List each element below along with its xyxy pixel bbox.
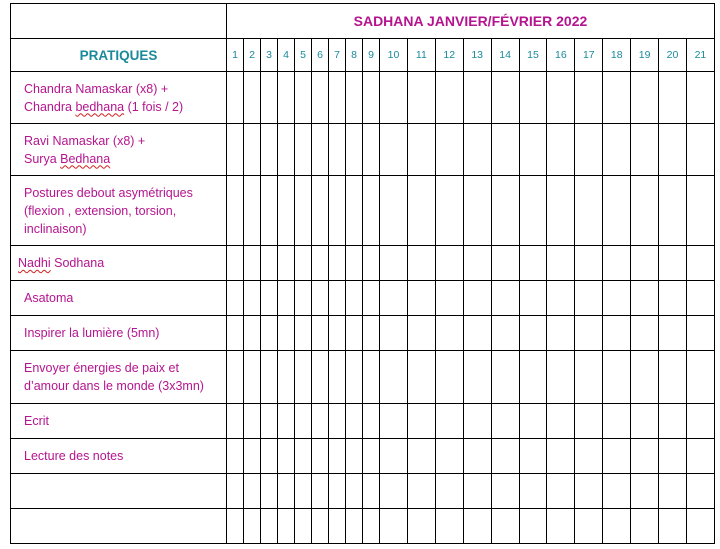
empty-practice-cell (11, 474, 227, 509)
day-header-21: 21 (686, 39, 714, 72)
day-check-cell[interactable] (312, 246, 329, 281)
day-check-cell[interactable] (547, 351, 575, 404)
day-check-cell[interactable] (686, 281, 714, 316)
day-check-cell[interactable] (631, 124, 659, 176)
day-check-cell[interactable] (407, 72, 435, 124)
day-check-cell[interactable] (278, 439, 295, 474)
blank-corner-cell (11, 4, 227, 39)
day-check-cell[interactable] (295, 176, 312, 246)
practice-line-prefix: Chandra (24, 99, 76, 114)
day-check-cell[interactable] (295, 124, 312, 176)
day-check-cell[interactable] (435, 124, 463, 176)
day-check-cell[interactable] (278, 509, 295, 544)
day-check-cell[interactable] (491, 474, 519, 509)
day-check-cell[interactable] (547, 474, 575, 509)
day-check-cell[interactable] (659, 124, 687, 176)
day-check-cell[interactable] (407, 509, 435, 544)
day-check-cell[interactable] (519, 124, 547, 176)
day-check-cell[interactable] (575, 176, 603, 246)
day-check-cell[interactable] (631, 439, 659, 474)
day-check-cell[interactable] (435, 176, 463, 246)
day-check-cell[interactable] (312, 439, 329, 474)
day-check-cell[interactable] (631, 404, 659, 439)
day-check-cell[interactable] (603, 439, 631, 474)
day-check-cell[interactable] (686, 72, 714, 124)
day-check-cell[interactable] (380, 124, 408, 176)
day-check-cell[interactable] (519, 176, 547, 246)
day-header-1: 1 (227, 39, 244, 72)
day-check-cell[interactable] (631, 246, 659, 281)
day-check-cell[interactable] (603, 246, 631, 281)
day-check-cell[interactable] (363, 439, 380, 474)
day-check-cell[interactable] (261, 439, 278, 474)
day-check-cell[interactable] (346, 246, 363, 281)
spellcheck-word: bedhana (75, 99, 125, 114)
day-check-cell[interactable] (547, 124, 575, 176)
day-check-cell[interactable] (278, 124, 295, 176)
day-check-cell[interactable] (686, 439, 714, 474)
day-check-cell[interactable] (547, 72, 575, 124)
day-check-cell[interactable] (295, 404, 312, 439)
day-check-cell[interactable] (329, 474, 346, 509)
day-check-cell[interactable] (659, 176, 687, 246)
day-check-cell[interactable] (346, 509, 363, 544)
table-row (11, 281, 715, 316)
day-check-cell[interactable] (227, 316, 244, 351)
day-check-cell[interactable] (346, 316, 363, 351)
day-check-cell[interactable] (312, 474, 329, 509)
day-check-cell[interactable] (686, 509, 714, 544)
day-check-cell[interactable] (380, 509, 408, 544)
day-check-cell[interactable] (295, 351, 312, 404)
day-header-10: 10 (380, 39, 408, 72)
day-check-cell[interactable] (463, 351, 491, 404)
day-check-cell[interactable] (686, 316, 714, 351)
day-check-cell[interactable] (329, 281, 346, 316)
day-check-cell[interactable] (380, 474, 408, 509)
day-check-cell[interactable] (491, 176, 519, 246)
day-check-cell[interactable] (519, 474, 547, 509)
day-header-8: 8 (346, 39, 363, 72)
practice-line-prefix: Surya (24, 151, 61, 166)
day-check-cell[interactable] (295, 474, 312, 509)
day-check-cell[interactable] (491, 351, 519, 404)
day-check-cell[interactable] (603, 124, 631, 176)
day-check-cell[interactable] (227, 72, 244, 124)
day-check-cell[interactable] (346, 281, 363, 316)
day-header-9: 9 (363, 39, 380, 72)
day-check-cell[interactable] (547, 176, 575, 246)
day-check-cell[interactable] (491, 439, 519, 474)
day-header-20: 20 (659, 39, 687, 72)
practice-line-suffix: Sodhana (50, 256, 105, 270)
day-check-cell[interactable] (575, 439, 603, 474)
day-check-cell[interactable] (575, 246, 603, 281)
day-check-cell[interactable] (686, 176, 714, 246)
day-check-cell[interactable] (346, 351, 363, 404)
practice-asatoma: Asatoma (11, 281, 227, 316)
day-check-cell[interactable] (435, 509, 463, 544)
empty-row (11, 509, 715, 544)
day-check-cell[interactable] (261, 72, 278, 124)
day-check-cell[interactable] (312, 404, 329, 439)
sadhana-table (10, 3, 715, 544)
day-check-cell[interactable] (547, 439, 575, 474)
day-check-cell[interactable] (363, 474, 380, 509)
day-check-cell[interactable] (435, 246, 463, 281)
table-row (11, 439, 715, 474)
day-check-cell[interactable] (631, 474, 659, 509)
day-check-cell[interactable] (631, 316, 659, 351)
day-check-cell[interactable] (380, 176, 408, 246)
table-row (11, 316, 715, 351)
day-check-cell[interactable] (603, 351, 631, 404)
day-check-cell[interactable] (547, 246, 575, 281)
day-check-cell[interactable] (227, 246, 244, 281)
day-check-cell[interactable] (686, 124, 714, 176)
day-check-cell[interactable] (491, 124, 519, 176)
day-header-16: 16 (547, 39, 575, 72)
day-check-cell[interactable] (407, 246, 435, 281)
day-check-cell[interactable] (547, 509, 575, 544)
day-check-cell[interactable] (244, 281, 261, 316)
day-check-cell[interactable] (329, 176, 346, 246)
day-header-3: 3 (261, 39, 278, 72)
day-check-cell[interactable] (244, 316, 261, 351)
day-check-cell[interactable] (519, 246, 547, 281)
day-check-cell[interactable] (491, 316, 519, 351)
day-check-cell[interactable] (329, 351, 346, 404)
day-check-cell[interactable] (244, 439, 261, 474)
practice-ecrit: Ecrit (11, 404, 227, 439)
day-check-cell[interactable] (261, 474, 278, 509)
day-check-cell[interactable] (407, 316, 435, 351)
day-check-cell[interactable] (463, 439, 491, 474)
day-check-cell[interactable] (631, 351, 659, 404)
day-check-cell[interactable] (519, 404, 547, 439)
day-check-cell[interactable] (346, 439, 363, 474)
practice-line: Chandra Namaskar (x8) + (24, 81, 169, 96)
day-check-cell[interactable] (380, 351, 408, 404)
day-check-cell[interactable] (278, 72, 295, 124)
spellcheck-word: Nadhi (18, 256, 51, 270)
day-check-cell[interactable] (659, 404, 687, 439)
day-check-cell[interactable] (603, 509, 631, 544)
day-check-cell[interactable] (575, 281, 603, 316)
day-check-cell[interactable] (380, 246, 408, 281)
day-check-cell[interactable] (261, 509, 278, 544)
day-check-cell[interactable] (312, 72, 329, 124)
day-check-cell[interactable] (631, 72, 659, 124)
day-check-cell[interactable] (380, 281, 408, 316)
day-check-cell[interactable] (261, 281, 278, 316)
day-check-cell[interactable] (435, 281, 463, 316)
table-row (11, 124, 715, 176)
day-check-cell[interactable] (686, 404, 714, 439)
day-check-cell[interactable] (244, 176, 261, 246)
day-check-cell[interactable] (227, 124, 244, 176)
day-check-cell[interactable] (227, 509, 244, 544)
day-check-cell[interactable] (363, 316, 380, 351)
day-check-cell[interactable] (329, 439, 346, 474)
day-check-cell[interactable] (435, 72, 463, 124)
day-check-cell[interactable] (244, 124, 261, 176)
day-check-cell[interactable] (244, 509, 261, 544)
day-check-cell[interactable] (659, 351, 687, 404)
day-check-cell[interactable] (575, 124, 603, 176)
day-check-cell[interactable] (261, 404, 278, 439)
day-check-cell[interactable] (463, 474, 491, 509)
day-check-cell[interactable] (329, 509, 346, 544)
day-check-cell[interactable] (407, 351, 435, 404)
day-check-cell[interactable] (659, 281, 687, 316)
day-check-cell[interactable] (519, 316, 547, 351)
day-check-cell[interactable] (380, 316, 408, 351)
day-header-15: 15 (519, 39, 547, 72)
day-check-cell[interactable] (686, 351, 714, 404)
day-check-cell[interactable] (463, 404, 491, 439)
day-check-cell[interactable] (278, 176, 295, 246)
day-check-cell[interactable] (547, 316, 575, 351)
day-check-cell[interactable] (295, 439, 312, 474)
day-check-cell[interactable] (363, 351, 380, 404)
empty-row (11, 474, 715, 509)
day-check-cell[interactable] (659, 246, 687, 281)
day-check-cell[interactable] (244, 351, 261, 404)
day-check-cell[interactable] (227, 439, 244, 474)
day-check-cell[interactable] (686, 474, 714, 509)
day-check-cell[interactable] (575, 474, 603, 509)
day-header-19: 19 (631, 39, 659, 72)
day-check-cell[interactable] (519, 72, 547, 124)
day-check-cell[interactable] (261, 246, 278, 281)
day-check-cell[interactable] (227, 281, 244, 316)
day-check-cell[interactable] (244, 246, 261, 281)
day-check-cell[interactable] (575, 404, 603, 439)
day-check-cell[interactable] (407, 124, 435, 176)
day-check-cell[interactable] (407, 404, 435, 439)
day-check-cell[interactable] (491, 281, 519, 316)
day-check-cell[interactable] (575, 509, 603, 544)
day-check-cell[interactable] (603, 176, 631, 246)
practice-postures: Postures debout asymétriques (flexion , extension, torsion, inclinaison) (11, 176, 227, 246)
day-check-cell[interactable] (227, 176, 244, 246)
day-check-cell[interactable] (278, 404, 295, 439)
day-check-cell[interactable] (491, 509, 519, 544)
day-check-cell[interactable] (227, 351, 244, 404)
day-check-cell[interactable] (380, 404, 408, 439)
day-check-cell[interactable] (435, 351, 463, 404)
day-check-cell[interactable] (295, 281, 312, 316)
table-row (11, 72, 715, 124)
day-check-cell[interactable] (519, 439, 547, 474)
day-header-14: 14 (491, 39, 519, 72)
day-check-cell[interactable] (278, 316, 295, 351)
day-check-cell[interactable] (295, 509, 312, 544)
day-check-cell[interactable] (659, 474, 687, 509)
day-check-cell[interactable] (463, 509, 491, 544)
day-check-cell[interactable] (603, 404, 631, 439)
practice-line: Ravi Namaskar (x8) + (24, 133, 146, 148)
day-check-cell[interactable] (491, 72, 519, 124)
day-check-cell[interactable] (463, 72, 491, 124)
day-check-cell[interactable] (575, 351, 603, 404)
day-check-cell[interactable] (603, 281, 631, 316)
day-check-cell[interactable] (659, 72, 687, 124)
day-check-cell[interactable] (519, 509, 547, 544)
table-row (11, 176, 715, 246)
day-check-cell[interactable] (329, 72, 346, 124)
day-check-cell[interactable] (346, 124, 363, 176)
day-check-cell[interactable] (380, 439, 408, 474)
day-check-cell[interactable] (603, 316, 631, 351)
day-check-cell[interactable] (227, 474, 244, 509)
day-check-cell[interactable] (547, 404, 575, 439)
day-check-cell[interactable] (407, 439, 435, 474)
day-check-cell[interactable] (312, 351, 329, 404)
day-check-cell[interactable] (261, 316, 278, 351)
day-check-cell[interactable] (312, 316, 329, 351)
day-header-2: 2 (244, 39, 261, 72)
day-check-cell[interactable] (686, 246, 714, 281)
day-check-cell[interactable] (278, 474, 295, 509)
day-check-cell[interactable] (329, 246, 346, 281)
day-check-cell[interactable] (278, 351, 295, 404)
title-row (11, 4, 715, 39)
day-check-cell[interactable] (363, 509, 380, 544)
day-check-cell[interactable] (312, 124, 329, 176)
day-check-cell[interactable] (463, 281, 491, 316)
day-check-cell[interactable] (363, 281, 380, 316)
day-check-cell[interactable] (295, 246, 312, 281)
day-check-cell[interactable] (244, 474, 261, 509)
day-check-cell[interactable] (463, 316, 491, 351)
day-check-cell[interactable] (346, 72, 363, 124)
day-check-cell[interactable] (346, 474, 363, 509)
table-row (11, 351, 715, 404)
day-check-cell[interactable] (407, 176, 435, 246)
empty-practice-cell (11, 509, 227, 544)
day-check-cell[interactable] (463, 176, 491, 246)
practice-nadhi-sodhana (11, 246, 227, 281)
day-check-cell[interactable] (631, 281, 659, 316)
day-check-cell[interactable] (363, 124, 380, 176)
day-check-cell[interactable] (261, 176, 278, 246)
day-check-cell[interactable] (435, 439, 463, 474)
day-check-cell[interactable] (519, 351, 547, 404)
day-check-cell[interactable] (346, 404, 363, 439)
spellcheck-word: Bedhana (60, 151, 111, 166)
practice-envoyer: Envoyer énergies de paix et d’amour dans le monde (3x3mn) (11, 351, 227, 404)
practice-line-suffix: (1 fois / 2) (124, 99, 184, 114)
day-check-cell[interactable] (227, 404, 244, 439)
day-check-cell[interactable] (603, 72, 631, 124)
day-check-cell[interactable] (278, 281, 295, 316)
table-title: SADHANA JANVIER/FÉVRIER 2022 (227, 4, 715, 39)
day-check-cell[interactable] (363, 176, 380, 246)
day-check-cell[interactable] (261, 351, 278, 404)
day-check-cell[interactable] (312, 509, 329, 544)
day-check-cell[interactable] (519, 281, 547, 316)
day-header-7: 7 (329, 39, 346, 72)
header-row (11, 39, 715, 72)
practice-inspirer: Inspirer la lumière (5mn) (11, 316, 227, 351)
day-header-12: 12 (435, 39, 463, 72)
day-check-cell[interactable] (575, 72, 603, 124)
day-check-cell[interactable] (435, 404, 463, 439)
day-check-cell[interactable] (407, 281, 435, 316)
day-header-5: 5 (295, 39, 312, 72)
day-check-cell[interactable] (278, 246, 295, 281)
day-header-11: 11 (407, 39, 435, 72)
day-header-18: 18 (603, 39, 631, 72)
day-check-cell[interactable] (547, 281, 575, 316)
day-check-cell[interactable] (491, 246, 519, 281)
day-check-cell[interactable] (329, 124, 346, 176)
day-check-cell[interactable] (407, 474, 435, 509)
day-check-cell[interactable] (244, 404, 261, 439)
day-header-17: 17 (575, 39, 603, 72)
day-header-6: 6 (312, 39, 329, 72)
day-check-cell[interactable] (631, 176, 659, 246)
day-check-cell[interactable] (363, 404, 380, 439)
day-check-cell[interactable] (295, 72, 312, 124)
day-check-cell[interactable] (312, 281, 329, 316)
day-check-cell[interactable] (659, 316, 687, 351)
day-check-cell[interactable] (244, 72, 261, 124)
day-check-cell[interactable] (346, 176, 363, 246)
day-check-cell[interactable] (659, 509, 687, 544)
day-check-cell[interactable] (463, 124, 491, 176)
day-check-cell[interactable] (363, 72, 380, 124)
day-header-13: 13 (463, 39, 491, 72)
day-check-cell[interactable] (312, 176, 329, 246)
table-row (11, 246, 715, 281)
practice-ravi-namaskar (11, 124, 227, 176)
day-check-cell[interactable] (435, 316, 463, 351)
day-check-cell[interactable] (603, 474, 631, 509)
table-row (11, 404, 715, 439)
day-check-cell[interactable] (435, 474, 463, 509)
day-check-cell[interactable] (463, 246, 491, 281)
day-check-cell[interactable] (380, 72, 408, 124)
practice-chandra-namaskar (11, 72, 227, 124)
day-check-cell[interactable] (329, 404, 346, 439)
day-check-cell[interactable] (491, 404, 519, 439)
day-check-cell[interactable] (363, 246, 380, 281)
day-check-cell[interactable] (575, 316, 603, 351)
day-check-cell[interactable] (631, 509, 659, 544)
day-check-cell[interactable] (329, 316, 346, 351)
day-check-cell[interactable] (659, 439, 687, 474)
pratiques-header: PRATIQUES (11, 39, 227, 72)
day-check-cell[interactable] (295, 316, 312, 351)
practice-lecture: Lecture des notes (11, 439, 227, 474)
day-header-4: 4 (278, 39, 295, 72)
day-check-cell[interactable] (261, 124, 278, 176)
